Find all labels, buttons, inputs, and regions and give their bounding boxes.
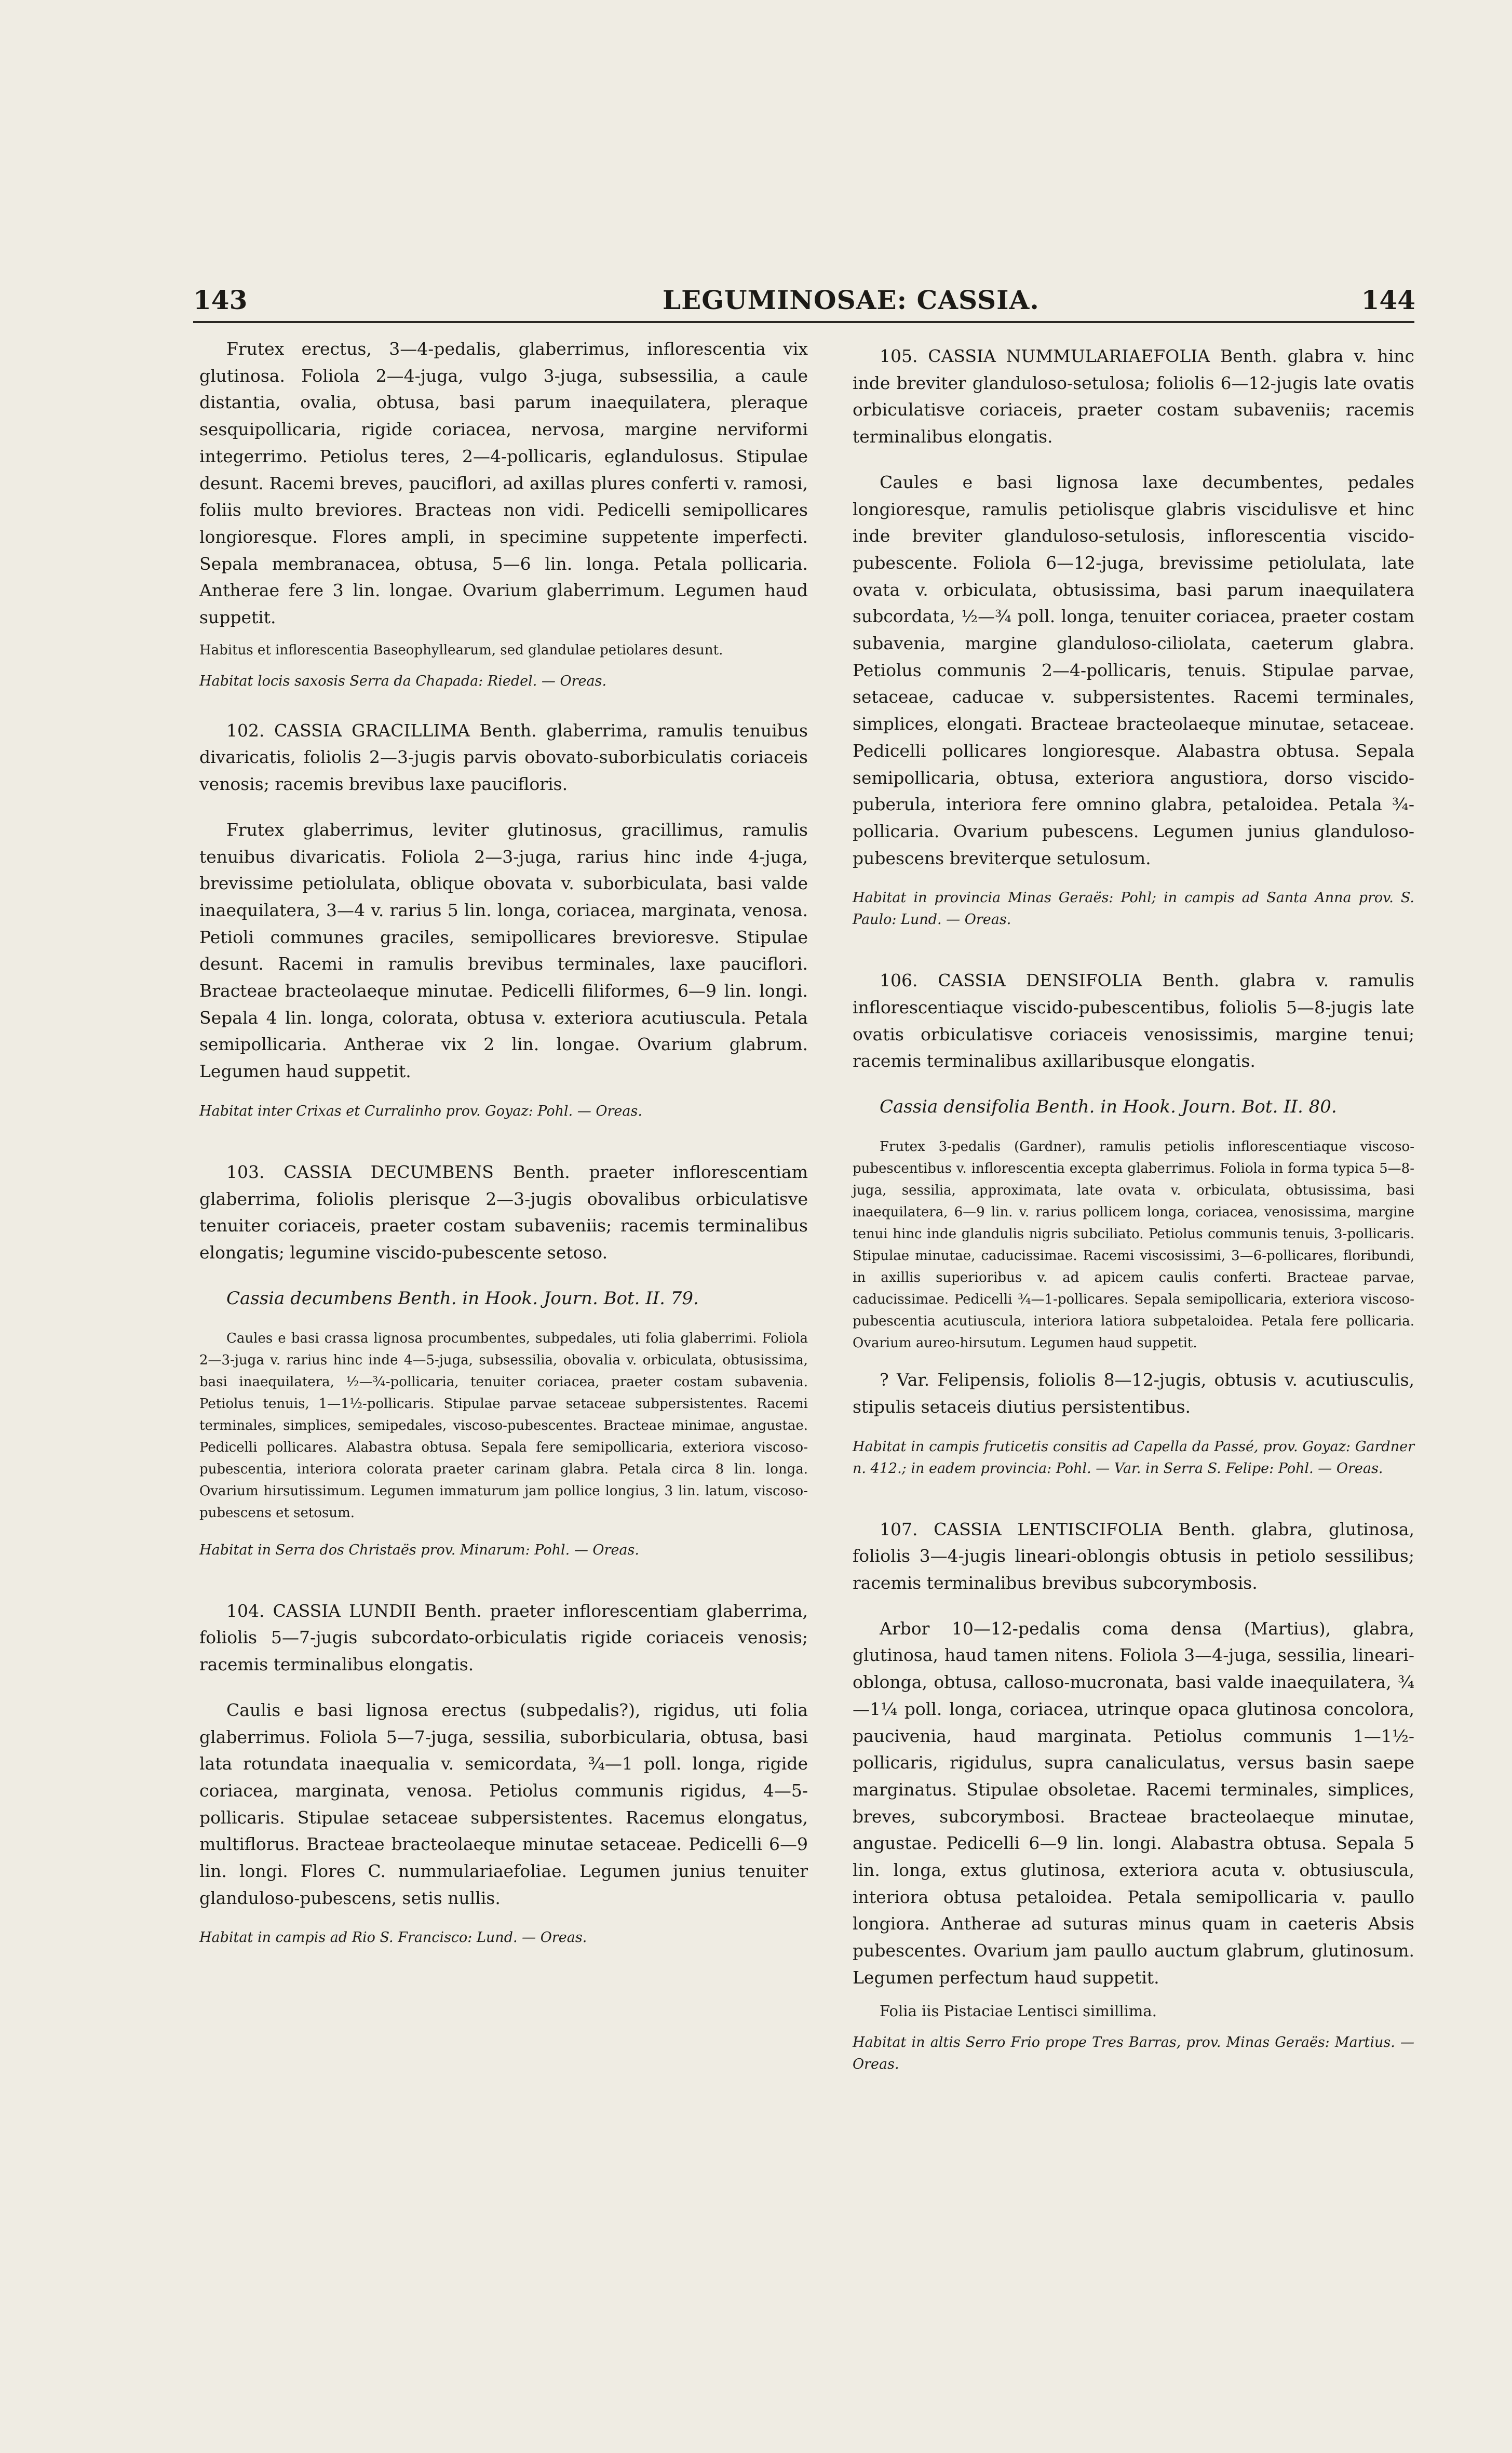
species-107-note: Folia iis Pistaciae Lentisci simillima. [880,2002,1157,2020]
species-105-habitat: Habitat in provincia Minas Geraës: Pohl; in campis ad Santa Anna prov. S. Paulo: Lund. — Oreas. [853,890,1414,928]
species-104-diagnosis: 104. CASSIA LUNDII Benth. praeter inflorescentiam glaberrima, foliolis 5—7-jugis subcordato-orbiculatis rigide coriaceis venosis; racemis terminalibus elongatis. [199,1600,808,1675]
species-103-description: Caules e basi crassa lignosa procumbentes, subpedales, uti folia glaberrimi. Foliola 2—3-juga v. rarius hinc inde 4—5-juga, subsessilia, obovalia v. orbiculata, obtusissima, basi inaequilatera, ½—¾-pollicaria, tenuiter coriacea, praeter costam subavenia. Petiolus tenuis, 1—1½-pollicaris. Stipulae parvae setaceae subpersistentes. Racemi terminales, simplices, semipedales, viscoso-pubescentes. Bracteae minimae, angustae. Pedicelli pollicares. Alabastra obtusa. Sepala fere semipollicaria, exteriora viscoso-pubescentia, interiora colorata praeter carinam glabra. Petala circa 8 lin. longa. Ovarium hirsutissimum. Legumen immaturum jam pollice longius, 3 lin. latum, viscoso-pubescens et setosum. [199,1330,808,1521]
species-101-habitat: Habitat locis saxosis Serra da Chapada: Riedel. — Oreas. [199,673,607,689]
species-107-habitat: Habitat in altis Serro Frio prope Tres Barras, prov. Minas Geraës: Martius. — Oreas. [853,2034,1414,2072]
left-column [199,336,808,1985]
species-106-variety: ? Var. Felipensis, foliolis 8—12-jugis, obtusis v. acutiusculis, stipulis setaceis diutius persistentibus. [853,1370,1414,1417]
right-column [853,336,1414,2100]
page-number-left: 143 [193,285,248,315]
species-105-diagnosis: 105. CASSIA NUMMULARIAEFOLIA Benth. glabra v. hinc inde breviter glanduloso-setulosa; foliolis 6—12-jugis late ovatis orbiculatisve coriaceis, praeter costam subaveniis; racemis terminalibus elongatis. [853,346,1414,447]
species-105-description: Caules e basi lignosa laxe decumbentes, pedales longioresque, ramulis petiolisque glabris viscidulisve et hinc inde breviter glanduloso-setulosis, inflorescentia viscido-pubescente. Foliola 6—12-juga, brevissime petiolulata, late ovata v. orbiculata, obtusissima, basi parum inaequilatera subcordata, ½—¾ poll. longa, tenuiter coriacea, praeter costam subavenia, margine glanduloso-ciliolata, caeterum glabra. Petiolus communis 2—4-pollicaris, tenuis. Stipulae parvae, setaceae, caducae v. subpersistentes. Racemi terminales, simplices, elongati. Bracteae bracteolaeque minutae, setaceae. Pedicelli pollicares longioresque. Alabastra obtusa. Sepala semipollicaria, obtusa, exteriora angustiora, dorso viscido-puberula, interiora fere omnino glabra, petaloidea. Petala ¾-pollicaria. Ovarium pubescens. Legumen junius glanduloso-pubescens breviterque setulosum. [853,472,1414,868]
species-103-diagnosis: 103. CASSIA DECUMBENS Benth. praeter inflorescentiam glaberrima, foliolis plerisque 2—3-jugis obovalibus orbiculatisve tenuiter coriaceis, praeter costam subaveniis; racemis terminalibus elongatis; legumine viscido-pubescente setoso. [199,1161,808,1263]
running-title: LEGUMINOSAE: CASSIA. [663,285,1040,315]
running-head [0,285,1512,316]
species-103-habitat: Habitat in Serra dos Christaës prov. Minarum: Pohl. — Oreas. [199,1541,639,1558]
species-104-description: Caulis e basi lignosa erectus (subpedalis?), rigidus, uti folia glaberrimus. Foliola 5—7-juga, sessilia, suborbicularia, obtusa, basi lata rotundata inaequalia v. semicordata, ¾—1 poll. longa, rigide coriacea, marginata, venosa. Petiolus communis rigidus, 4—5-pollicaris. Stipulae setaceae subpersistentes. Racemus elongatus, multiflorus. Bracteae bracteolaeque minutae setaceae. Pedicelli 6—9 lin. longi. Flores C. nummulariaefoliae. Legumen junius tenuiter glanduloso-pubescens, setis nullis. [199,1699,808,1908]
species-106-habitat: Habitat in campis fruticetis consitis ad Capella da Passé, prov. Goyaz: Gardner n. 412.; in eadem provincia: Pohl. — Var. in Serra S. Felipe: Pohl. — Oreas. [853,1438,1414,1477]
species-104-habitat: Habitat in campis ad Rio S. Francisco: Lund. — Oreas. [199,1929,587,1946]
species-106-citation: Cassia densifolia Benth. in Hook. Journ. Bot. II. 80. [880,1096,1337,1118]
species-106-diagnosis: 106. CASSIA DENSIFOLIA Benth. glabra v. ramulis inflorescentiaque viscido-pubescentibus, foliolis 5—8-jugis late ovatis orbiculatisve coriaceis venosissimis, margine tenui; racemis terminalibus axillaribusque elongatis. [853,970,1414,1071]
species-103-citation: Cassia decumbens Benth. in Hook. Journ. Bot. II. 79. [226,1288,699,1309]
species-101-description: Frutex erectus, 3—4-pedalis, glaberrimus, inflorescentia vix glutinosa. Foliola 2—4-juga, vulgo 3-juga, subsessilia, a caule distantia, ovalia, obtusa, basi parum inaequilatera, pleraque sesquipollicaria, rigide coriacea, nervosa, margine nerviformi integerrimo. Petiolus teres, 2—4-pollicaris, eglandulosus. Stipulae desunt. Racemi breves, pauciflori, ad axillas plures conferti v. ramosi, foliis multo breviores. Bracteas non vidi. Pedicelli semipollicares longioresque. Flores ampli, in specimine suppetente imperfecti. Sepala membranacea, obtusa, 5—6 lin. longa. Petala pollicaria. Antherae fere 3 lin. longae. Ovarium glaberrimum. Legumen haud suppetit. [199,339,808,628]
species-107-diagnosis: 107. CASSIA LENTISCIFOLIA Benth. glabra, glutinosa, foliolis 3—4-jugis lineari-oblongis obtusis in petiolo sessilibus; racemis terminalibus brevibus subcorymbosis. [853,1519,1414,1593]
species-102-diagnosis: 102. CASSIA GRACILLIMA Benth. glaberrima, ramulis tenuibus divaricatis, foliolis 2—3-jugis parvis obovato-suborbiculatis coriaceis venosis; racemis brevibus laxe paucifloris. [199,720,808,795]
species-107-description: Arbor 10—12-pedalis coma densa (Martius), glabra, glutinosa, haud tamen nitens. Foliola 3—4-juga, sessilia, lineari-oblonga, obtusa, calloso-mucronata, basi valde inaequilatera, ¾—1¼ poll. longa, coriacea, utrinque opaca glutinosa concolora, paucivenia, haud marginata. Petiolus communis 1—1½-pollicaris, rigidulus, supra canaliculatus, versus basin saepe marginatus. Stipulae obsoletae. Racemi terminales, simplices, breves, subcorymbosi. Bracteae bracteolaeque minutae, angustae. Pedicelli 6—9 lin. longi. Alabastra obtusa. Sepala 5 lin. longa, extus glutinosa, exteriora acuta v. obtusiuscula, interiora obtusa petaloidea. Petala semipollicaria v. paullo longiora. Antherae ad suturas minus quam in caeteris Absis pubescentes. Ovarium jam paullo auctum glabrum, glutinosum. Legumen perfectum haud suppetit. [853,1618,1414,1988]
header-rule [193,321,1414,323]
species-106-description: Frutex 3-pedalis (Gardner), ramulis petiolis inflorescentiaque viscoso-pubescentibus v. inflorescentia excepta glaberrimus. Foliola in forma typica 5—8-juga, sessilia, approximata, late ovata v. orbiculata, obtusissima, basi inaequilatera, 6—9 lin. v. rarius pollicem longa, coriacea, venosissima, margine tenui hinc inde glandulis nigris subciliato. Petiolus communis tenuis, 3-pollicaris. Stipulae minutae, caducissimae. Racemi viscosissimi, 3—6-pollicares, floribundi, in axillis superioribus v. ad apicem caulis conferti. Bracteae parvae, caducissimae. Pedicelli ¾—1-pollicares. Sepala semipollicaria, exteriora viscoso-pubescentia acutiuscula, interiora latiora subpetaloidea. Petala fere pollicaria. Ovarium aureo-hirsutum. Legumen haud suppetit. [853,1139,1414,1351]
page-number-right: 144 [1361,285,1415,315]
species-102-description: Frutex glaberrimus, leviter glutinosus, gracillimus, ramulis tenuibus divaricatis. Foliola 2—3-juga, rarius hinc inde 4-juga, brevissime petiolulata, oblique obovata v. suborbiculata, basi valde inaequilatera, 3—4 v. rarius 5 lin. longa, coriacea, marginata, venosa. Petioli communes graciles, semipollicares brevioresve. Stipulae desunt. Racemi in ramulis brevibus terminales, laxe pauciflori. Bracteae bracteolaeque minutae. Pedicelli filiformes, 6—9 lin. longi. Sepala 4 lin. longa, colorata, obtusa v. exteriora acutiuscula. Petala semipollicaria. Antherae vix 2 lin. longae. Ovarium glabrum. Legumen haud suppetit. [199,819,808,1082]
species-101-note: Habitus et inflorescentia Baseophyllearum, sed glandulae petiolares desunt. [199,642,723,658]
species-102-habitat: Habitat inter Crixas et Curralinho prov. Goyaz: Pohl. — Oreas. [199,1103,642,1119]
